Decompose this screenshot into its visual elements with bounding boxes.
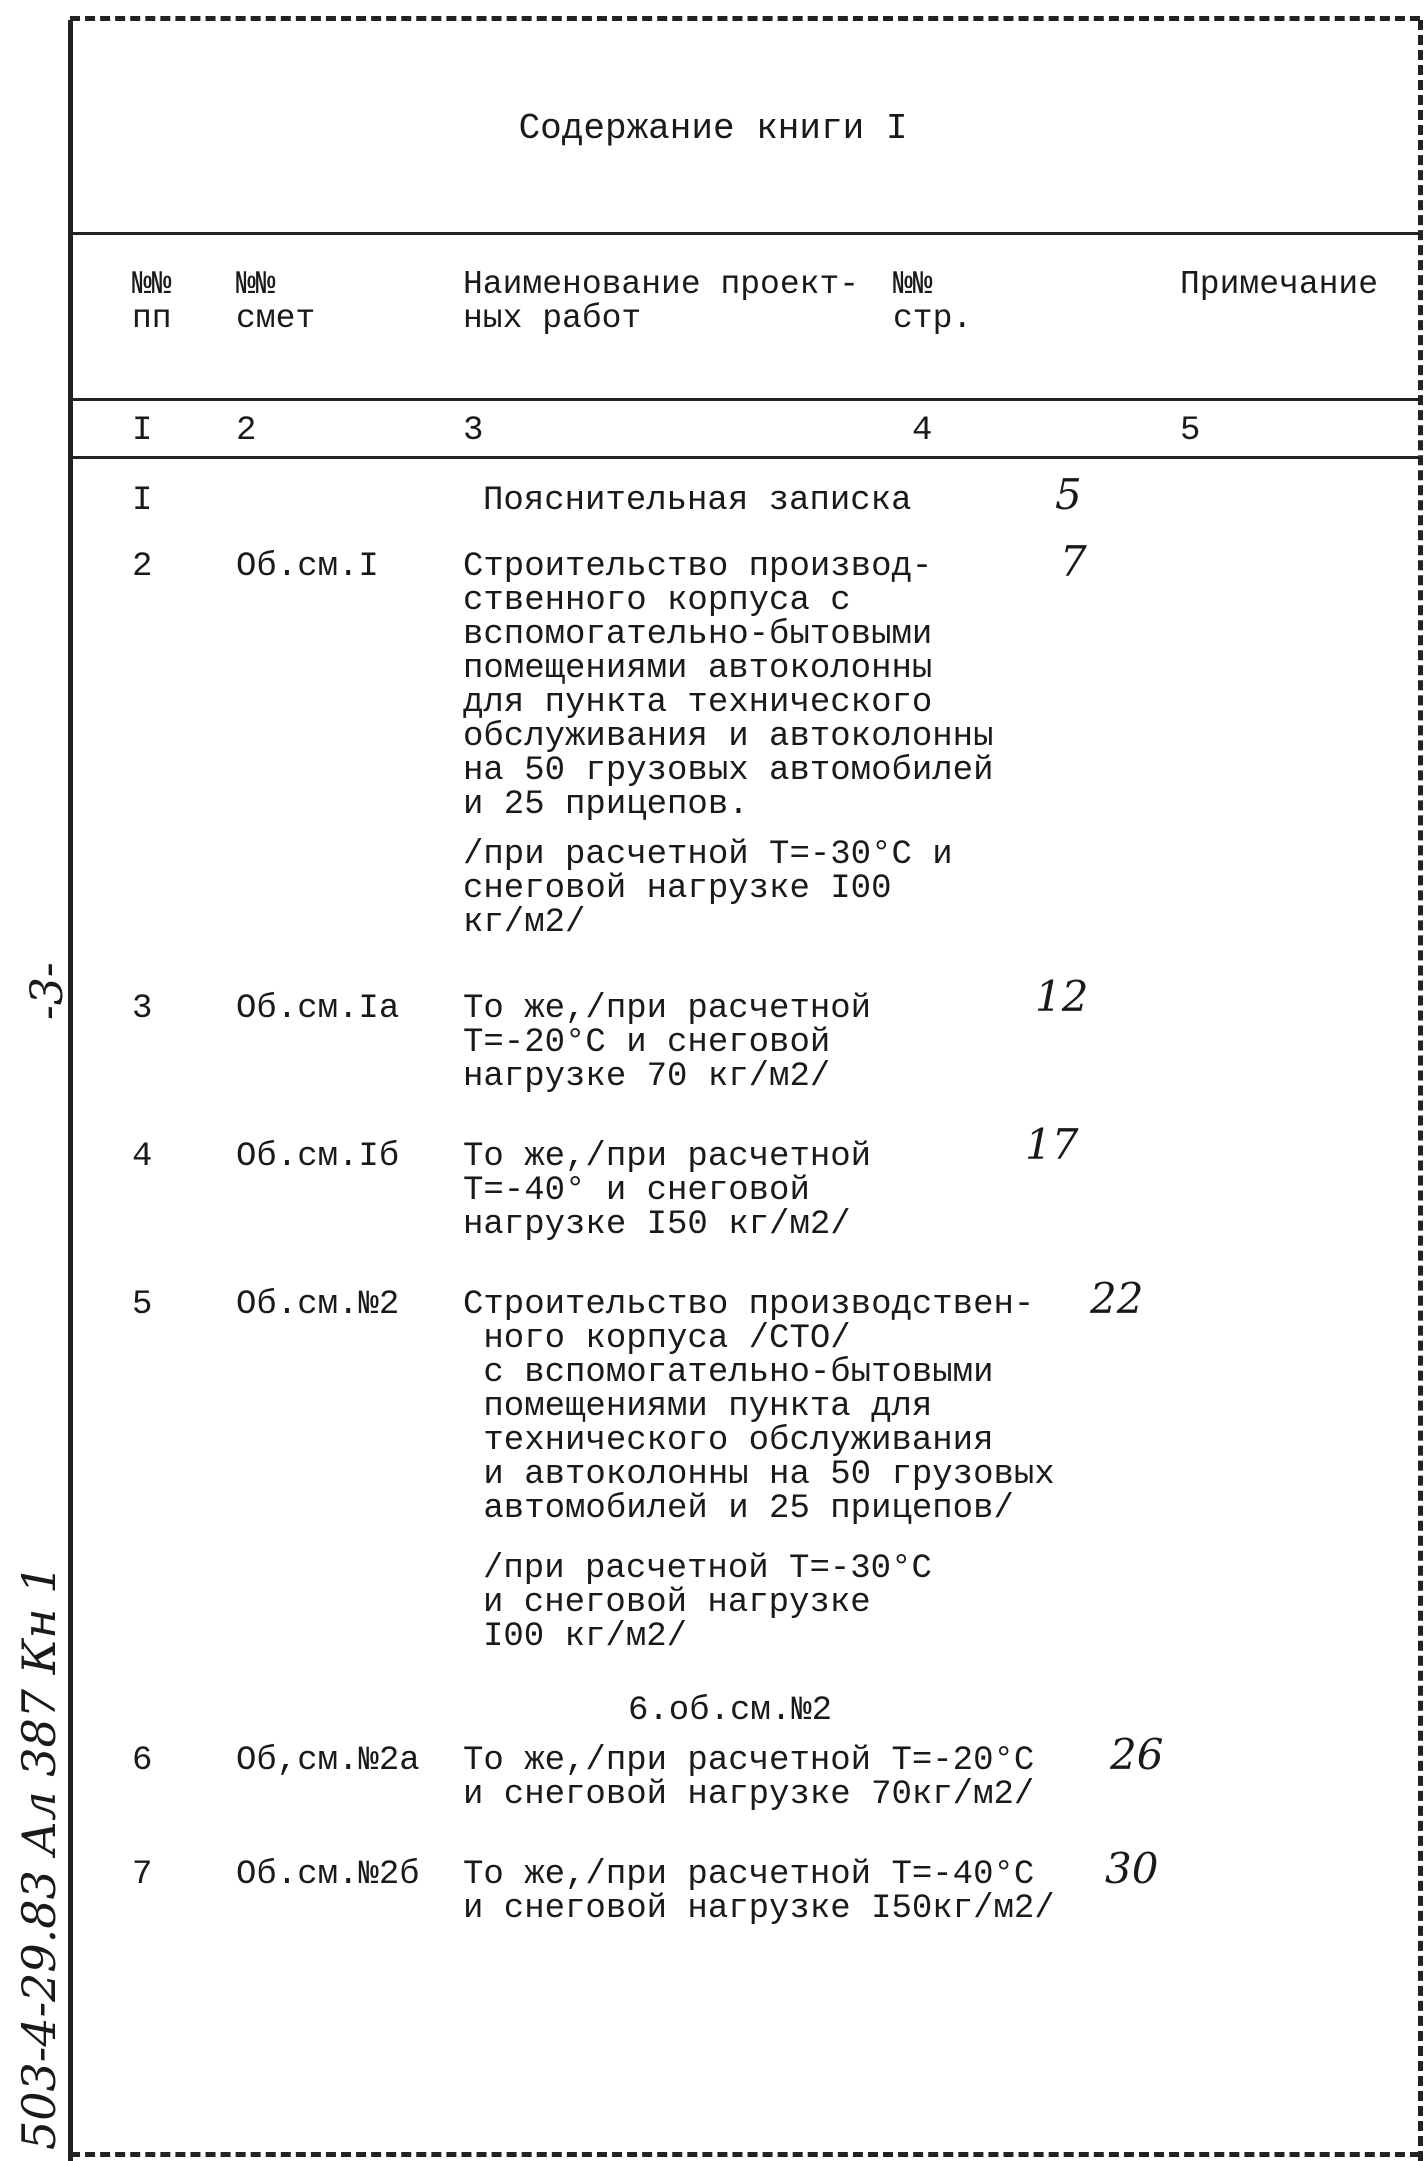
- row-7-page: 30: [1105, 1844, 1159, 1893]
- row-2-smeta: Об.см.I: [236, 548, 379, 586]
- margin-document-code: 503-4-29.83 Ал 387 Кн 1: [12, 1564, 66, 2150]
- row-4-page: 17: [1025, 1120, 1079, 1169]
- row-5-name: Строительство производствен- ного корпуса /СТО/ с вспомогательно-бытовыми помещениями пункта для технического обслуживания и автоколонны на 50 грузовых автомобилей и 25 прицепов/: [463, 1286, 1055, 1528]
- column-number-1: I: [132, 412, 153, 450]
- row-6-num: 6: [132, 1742, 153, 1780]
- row-5-num: 5: [132, 1286, 153, 1324]
- row-7-name: То же,/при расчетной Т=-40°С и снеговой нагрузке I50кг/м2/: [463, 1856, 1055, 1928]
- header-smeta: №№ смет: [236, 266, 316, 337]
- header-page: №№ стр.: [893, 266, 973, 337]
- row-6-page: 26: [1110, 1730, 1164, 1779]
- row-5-sub-heading: 6.об.см.№2: [628, 1692, 833, 1730]
- row-2-name-note: /при расчетной Т=-30°С и снеговой нагрузке I00 кг/м2/: [463, 836, 953, 942]
- row-5-smeta: Об.см.№2: [236, 1286, 400, 1324]
- row-2-name: Строительство производ- ственного корпуса с вспомогательно-бытовыми помещениями автоколонны для пункта технического обслуживания и автоколонны на 50 грузовых автомобилей и 25 прицепов.: [463, 548, 994, 824]
- border-bottom: [70, 2152, 1420, 2157]
- row-2-page: 7: [1060, 537, 1087, 586]
- row-5-page: 22: [1090, 1274, 1144, 1323]
- column-number-4: 4: [912, 412, 933, 450]
- border-left: [68, 20, 73, 2161]
- row-1-page: 5: [1055, 470, 1082, 519]
- row-3-name: То же,/при расчетной Т=-20°С и снеговой нагрузке 70 кг/м2/: [463, 990, 872, 1096]
- column-number-2: 2: [236, 412, 257, 450]
- row-3-num: 3: [132, 990, 153, 1028]
- row-3-smeta: Об.см.Iа: [236, 990, 400, 1028]
- row-7-smeta: Об.см.№2б: [236, 1856, 420, 1894]
- row-4-name: То же,/при расчетной Т=-40° и снеговой нагрузке I50 кг/м2/: [463, 1138, 872, 1244]
- column-number-5: 5: [1180, 412, 1201, 450]
- header-rule-top: [73, 232, 1418, 235]
- document-title: Содержание книги I: [518, 108, 908, 149]
- border-top: [70, 16, 1420, 21]
- header-name: Наименование проект- ных работ: [463, 266, 860, 337]
- row-7-num: 7: [132, 1856, 153, 1894]
- row-2-num: 2: [132, 548, 153, 586]
- row-5-name-note: /при расчетной Т=-30°С и снеговой нагрузке I00 кг/м2/: [483, 1550, 932, 1656]
- row-6-name: То же,/при расчетной Т=-20°С и снеговой нагрузке 70кг/м2/: [463, 1742, 1035, 1814]
- header-rule-bottom: [73, 398, 1418, 401]
- row-1-num: I: [132, 482, 153, 520]
- row-1-name: Пояснительная записка: [483, 482, 912, 520]
- column-number-3: 3: [463, 412, 484, 450]
- margin-page-number: -3-: [22, 962, 73, 1020]
- header-note: Примечание: [1180, 266, 1379, 303]
- column-numbers-rule: [73, 456, 1418, 459]
- row-4-smeta: Об.см.Iб: [236, 1138, 400, 1176]
- header-num: №№ пп: [132, 266, 172, 337]
- border-right: [1418, 20, 1423, 2161]
- row-3-page: 12: [1035, 972, 1089, 1021]
- row-4-num: 4: [132, 1138, 153, 1176]
- row-6-smeta: Об,см.№2а: [236, 1742, 420, 1780]
